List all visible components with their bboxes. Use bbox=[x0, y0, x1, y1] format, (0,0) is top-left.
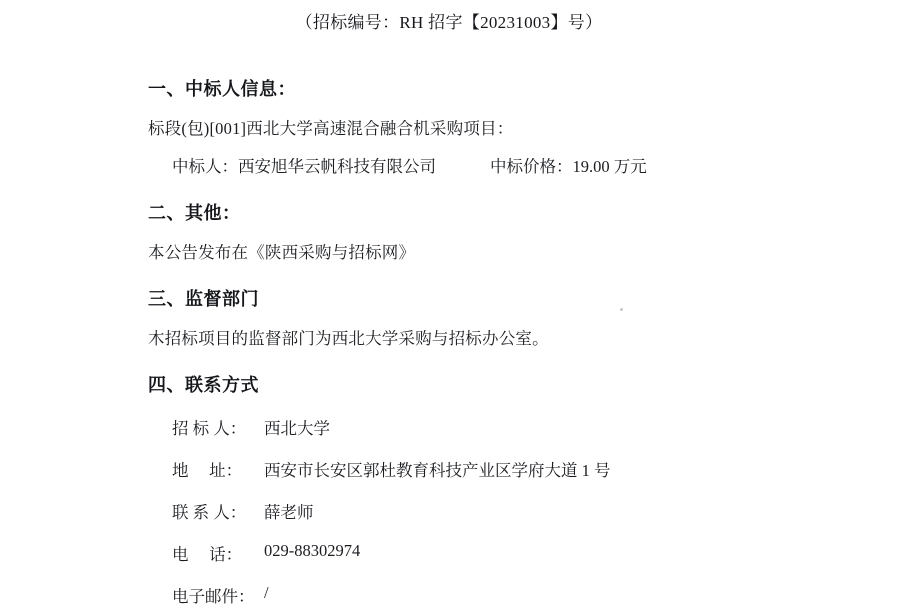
contact-label: 电子邮件： bbox=[172, 587, 255, 606]
price-label: 中标价格： bbox=[490, 157, 573, 176]
price-value: 19.00 万元 bbox=[572, 157, 647, 176]
contact-row-person bbox=[148, 499, 838, 523]
contact-value: 029-88302974 bbox=[264, 541, 361, 560]
scan-artifact bbox=[620, 308, 623, 311]
contact-value: 西安市长安区郭杜教育科技产业区学府大道 1 号 bbox=[264, 461, 611, 480]
section-heading-contact: 四、联系方式 bbox=[148, 375, 259, 395]
contact-row-address bbox=[148, 457, 838, 481]
winner-row bbox=[148, 153, 838, 177]
contact-label: 电 话： bbox=[172, 545, 243, 564]
section-heading-supervision: 三、监督部门 bbox=[148, 289, 259, 309]
bid-number-line: （招标编号：RH 招字【20231003】号） bbox=[295, 13, 603, 32]
contact-label: 招 标 人： bbox=[172, 419, 247, 438]
contact-label: 地 址： bbox=[172, 461, 243, 480]
winner-label: 中标人： bbox=[172, 157, 238, 176]
contact-row-email bbox=[148, 583, 838, 607]
contact-row-bidder bbox=[148, 415, 838, 439]
winner-value: 西安旭华云帆科技有限公司 bbox=[238, 157, 436, 176]
contact-value: 薛老师 bbox=[264, 503, 314, 522]
document-body bbox=[0, 75, 898, 607]
contact-row-phone bbox=[148, 541, 838, 565]
other-paragraph: 本公告发布在《陕西采购与招标网》 bbox=[148, 243, 416, 262]
contact-label: 联 系 人： bbox=[172, 503, 247, 522]
lot-description: 标段(包)[001]西北大学高速混合融合机采购项目： bbox=[148, 119, 514, 138]
contact-value: 西北大学 bbox=[264, 419, 330, 438]
spacer bbox=[436, 153, 490, 177]
document-page bbox=[0, 8, 898, 606]
contact-list bbox=[148, 415, 838, 607]
contact-value: / bbox=[264, 583, 269, 602]
section-heading-winner-info: 一、中标人信息： bbox=[148, 79, 296, 99]
supervision-paragraph: 木招标项目的监督部门为西北大学采购与招标办公室。 bbox=[148, 329, 549, 348]
section-heading-other: 二、其他： bbox=[148, 203, 241, 223]
